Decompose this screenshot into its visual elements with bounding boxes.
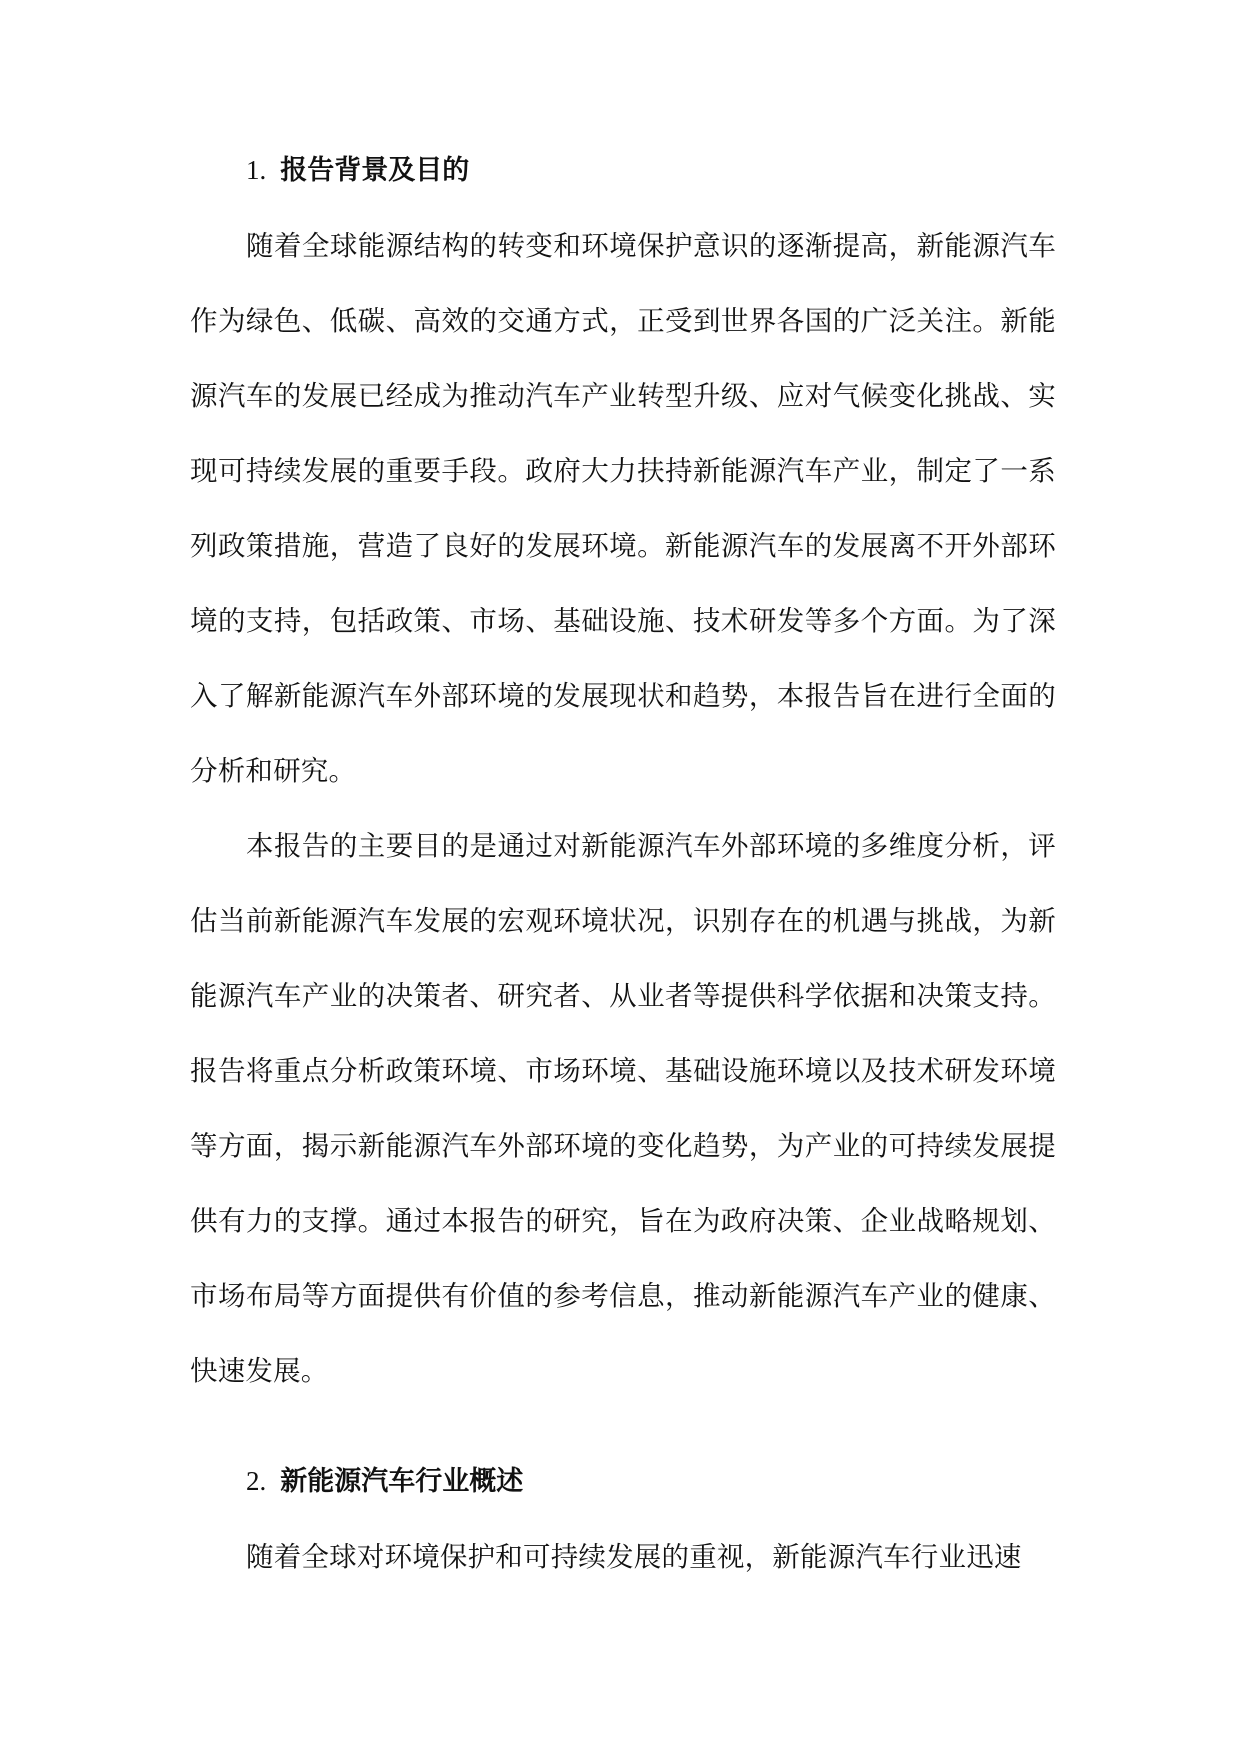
paragraph: 随着全球对环境保护和可持续发展的重视，新能源汽车行业迅速	[246, 1541, 1022, 1573]
section-number: 2.	[246, 1466, 267, 1496]
section-number: 1.	[246, 155, 267, 185]
section-title: 报告背景及目的	[280, 155, 470, 186]
document-body	[190, 140, 1056, 1595]
section-title: 新能源汽车行业概述	[280, 1466, 524, 1497]
section-heading-1	[190, 140, 1056, 201]
section-heading-2	[190, 1451, 1056, 1512]
paragraph: 本报告的主要目的是通过对新能源汽车外部环境的多维度分析，评估当前新能源汽车发展的宏观环境状况，识别存在的机遇与挑战，为新能源汽车产业的决策者、研究者、从业者等提供科学依据和决策支持。报告将重点分析政策环境、市场环境、基础设施环境以及技术研发环境等方面，揭示新能源汽车外部环境的变化趋势，为产业的可持续发展提供有力的支撑。通过本报告的研究，旨在为政府决策、企业战略规划、市场布局等方面提供有价值的参考信息，推动新能源汽车产业的健康、快速发展。	[190, 830, 1056, 1387]
paragraph: 随着全球能源结构的转变和环境保护意识的逐渐提高，新能源汽车作为绿色、低碳、高效的交通方式，正受到世界各国的广泛关注。新能源汽车的发展已经成为推动汽车产业转型升级、应对气候变化挑战、实现可持续发展的重要手段。政府大力扶持新能源汽车产业，制定了一系列政策措施，营造了良好的发展环境。新能源汽车的发展离不开外部环境的支持，包括政策、市场、基础设施、技术研发等多个方面。为了深入了解新能源汽车外部环境的发展现状和趋势，本报告旨在进行全面的分析和研究。	[190, 230, 1056, 787]
